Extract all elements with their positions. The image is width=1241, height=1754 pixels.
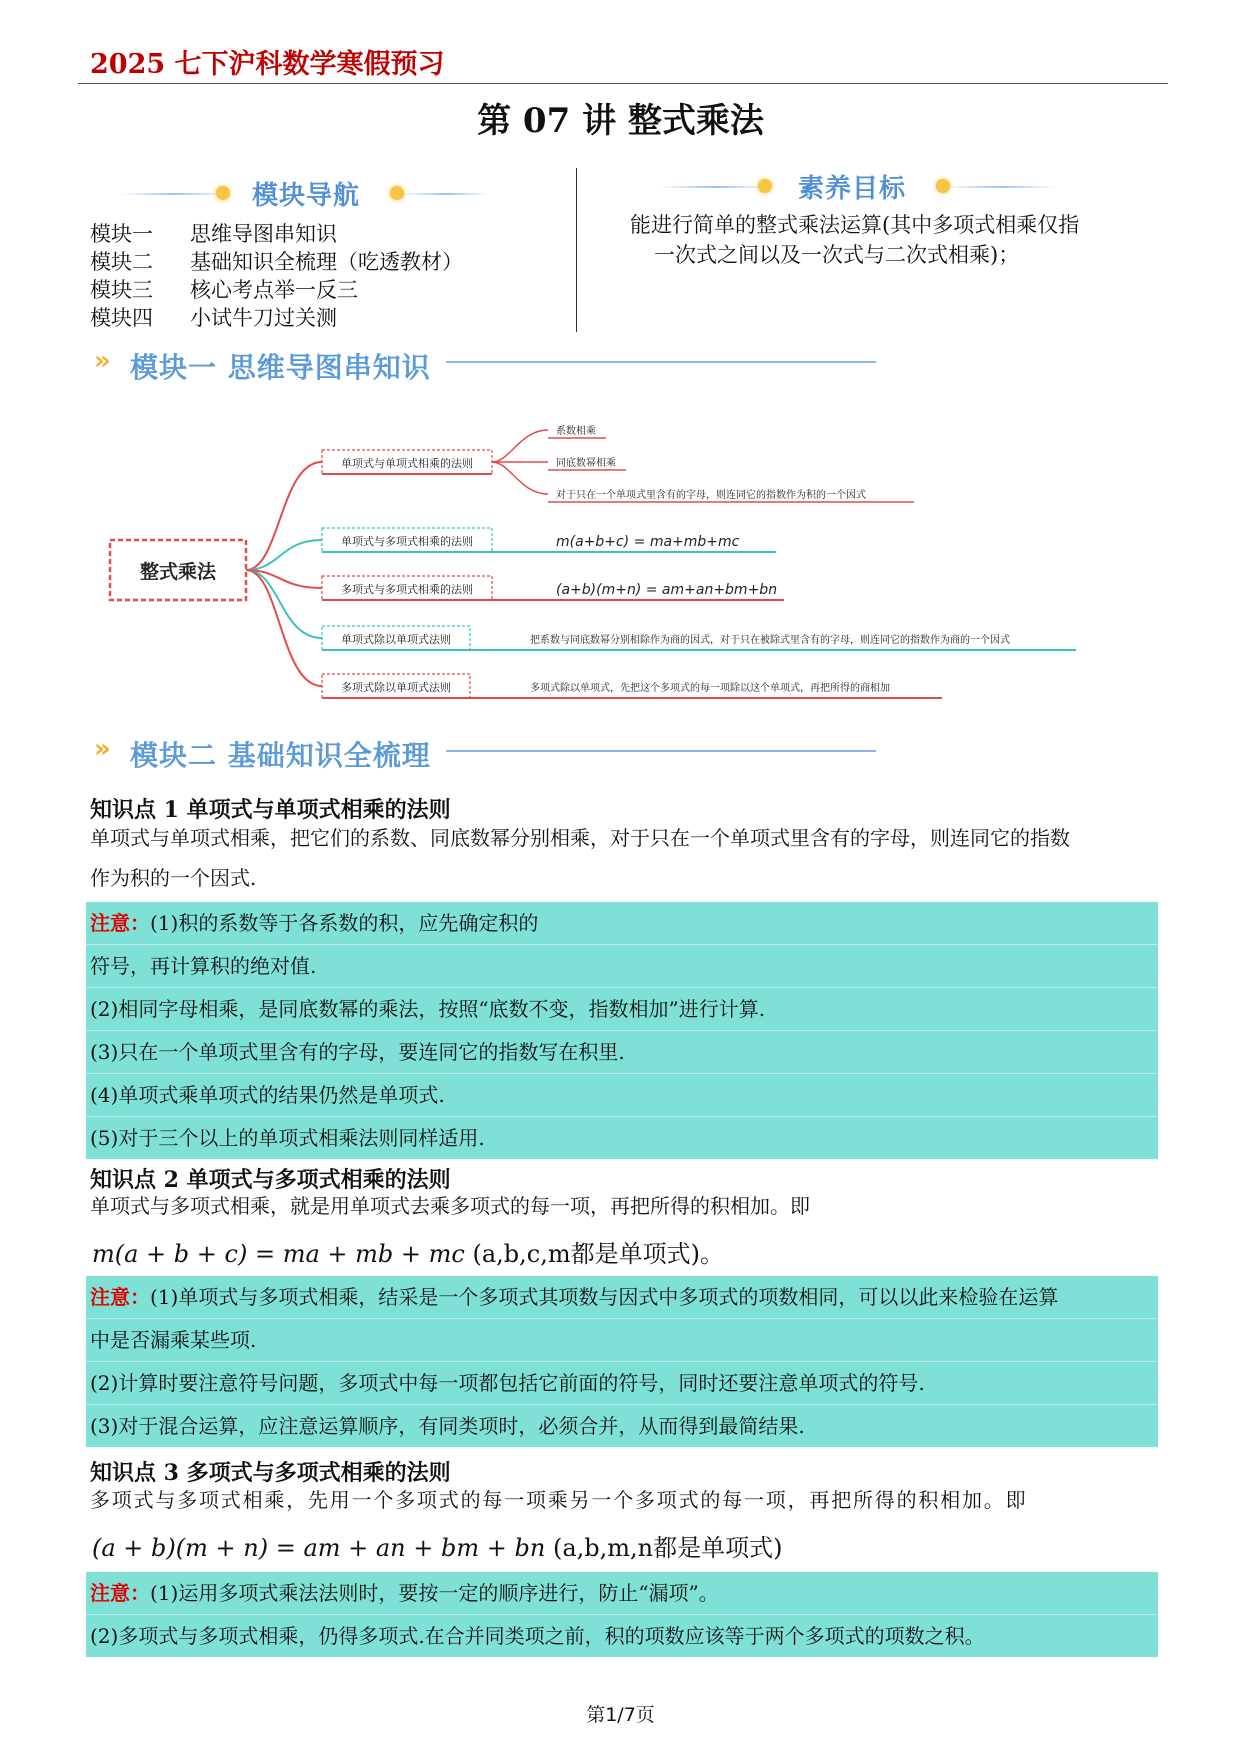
kp3-note-box — [86, 1572, 1158, 1657]
mindmap-leaf-1b: 同底数幂相乘 — [556, 458, 616, 469]
nav-heading-line-left — [120, 193, 230, 195]
kp1-note-row: (2)相同字母相乘，是同底数幂的乘法，按照“底数不变，指数相加”进行计算. — [86, 988, 1158, 1031]
mindmap-leaf-2: m(a+b+c) = ma+mb+mc — [556, 534, 740, 550]
kp1-note-label: 注意： — [90, 911, 150, 935]
kp2-line-1: 单项式与多项式相乘，就是用单项式去乘多项式的每一项，再把所得的积相加。即 — [90, 1194, 810, 1218]
page-number: 第1/7页 — [586, 1704, 655, 1726]
mindmap-leaf-1a: 系数相乘 — [556, 426, 596, 437]
mindmap-root-label: 整式乘法 — [139, 561, 217, 583]
goals-heading-line-left — [660, 186, 770, 188]
module1-heading-rule — [446, 361, 876, 363]
module2-heading-rule — [446, 750, 876, 752]
kp3-formula — [92, 1528, 782, 1563]
mindmap-branch-3-label: 多项式与多项式相乘的法则 — [341, 583, 473, 596]
kp3-title: 知识点 3 多项式与多项式相乘的法则 — [90, 1460, 451, 1486]
mind-map — [0, 400, 1241, 720]
kp3-note-row: (2)多项式与多项式相乘，仍得多项式.在合并同类项之前，积的项数应该等于两个多项式的项数之积。 — [90, 1624, 985, 1648]
mindmap-branch-2-label: 单项式与多项式相乘的法则 — [341, 535, 473, 548]
nav-item-1: 模块一 思维导图串知识 — [90, 222, 337, 246]
kp3-formula-expr: (a + b)(m + n) = am + an + bm + bn — [92, 1534, 546, 1562]
kp3-note-label: 注意： — [90, 1581, 150, 1605]
module2-heading: 模块二 基础知识全梳理 — [130, 739, 431, 772]
kp3-note-row: 注意：(1)运用多项式乘法法则时，要按一定的顺序进行，防止“漏项”。 — [86, 1572, 1158, 1615]
kp1-line-1: 单项式与单项式相乘，把它们的系数、同底数幂分别相乘，对于只在一个单项式里含有的字母，则连同它的指数 — [90, 826, 1070, 850]
kp1-note-box — [86, 902, 1158, 1159]
kp2-title: 知识点 2 单项式与多项式相乘的法则 — [90, 1167, 451, 1193]
nav-item-3: 模块三 核心考点举一反三 — [90, 278, 358, 302]
kp2-formula-expr: m(a + b + c) = ma + mb + mc — [92, 1240, 465, 1268]
goals-text — [630, 210, 1110, 270]
module1-heading: 模块一 思维导图串知识 — [130, 351, 431, 384]
kp1-note-row: (5)对于三个以上的单项式相乘法则同样适用. — [90, 1126, 485, 1150]
kp3-line-1: 多项式与多项式相乘，先用一个多项式的每一项乘另一个多项式的每一项，再把所得的积相加。即 — [90, 1488, 1028, 1512]
kp2-formula-condition: (a,b,c,m都是单项式)。 — [472, 1240, 724, 1268]
goals-heading: 素养目标 — [798, 174, 907, 204]
kp1-note-row: 注意：(1)积的系数等于各系数的积，应先确定积的 — [86, 902, 1158, 945]
kp1-note-row: (3)只在一个单项式里含有的字母，要连同它的指数写在积里. — [86, 1031, 1158, 1074]
nav-heading: 模块导航 — [252, 181, 361, 211]
kp2-formula — [92, 1234, 724, 1269]
module2-arrow-icon: » — [94, 734, 111, 764]
kp2-note-label: 注意： — [90, 1285, 150, 1309]
mindmap-leaf-3: (a+b)(m+n) = am+an+bm+bn — [556, 582, 778, 598]
nav-item-4: 模块四 小试牛刀过关测 — [90, 306, 337, 330]
module1-arrow-icon: » — [94, 346, 111, 376]
document-header-title: 2025 七下沪科数学寒假预习 — [90, 49, 445, 80]
goals-heading-dot-left — [758, 179, 772, 193]
mindmap-branch-4-label: 单项式除以单项式法则 — [341, 633, 451, 646]
mindmap-leaf-1a-link — [492, 430, 548, 462]
kp2-note-row: (2)计算时要注意符号问题，多项式中每一项都包括它前面的符号，同时还要注意单项式的符号. — [86, 1362, 1158, 1405]
lecture-title: 第 07 讲 整式乘法 — [477, 101, 764, 141]
kp1-text — [90, 818, 1160, 898]
kp2-note-row: 中是否漏乘某些项. — [86, 1319, 1158, 1362]
goals-heading-line-right — [946, 186, 1056, 188]
kp1-title: 知识点 1 单项式与单项式相乘的法则 — [90, 797, 451, 823]
mindmap-branch-5-label: 多项式除以单项式法则 — [341, 681, 451, 694]
nav-item-2: 模块二 基础知识全梳理（吃透教材） — [90, 250, 463, 274]
mindmap-branch-1-label: 单项式与单项式相乘的法则 — [341, 457, 473, 470]
kp1-note-row: (4)单项式乘单项式的结果仍然是单项式. — [86, 1074, 1158, 1117]
mindmap-leaf-1c: 对于只在一个单项式里含有的字母，则连同它的指数作为积的一个因式 — [556, 490, 866, 501]
goals-line-1: 能进行简单的整式乘法运算(其中多项式相乘仅指 — [630, 213, 1080, 237]
header-vertical-divider — [576, 168, 577, 332]
mindmap-leaf-4: 把系数与同底数幂分别相除作为商的因式，对于只在被除式里含有的字母，则连同它的指数作为商的一个因式 — [530, 635, 1010, 646]
kp1-note-row: 符号，再计算积的绝对值. — [86, 945, 1158, 988]
kp1-line-2: 作为积的一个因式. — [90, 866, 257, 890]
nav-heading-line-right — [400, 193, 490, 195]
mindmap-leaf-1c-link — [492, 462, 548, 494]
kp2-note-row: (3)对于混合运算，应注意运算顺序，有同类项时，必须合并，从而得到最简结果. — [90, 1414, 805, 1438]
kp3-formula-condition: (a,b,m,n都是单项式) — [552, 1534, 783, 1562]
kp2-note-row: 注意：(1)单项式与多项式相乘，结采是一个多项式其项数与因式中多项式的项数相同，可以以此来检验在运算 — [86, 1276, 1158, 1319]
kp2-note-box — [86, 1276, 1158, 1447]
nav-list — [90, 220, 463, 332]
nav-heading-dot-left — [216, 186, 230, 200]
mindmap-leaf-5: 多项式除以单项式，先把这个多项式的每一项除以这个单项式，再把所得的商相加 — [530, 683, 890, 694]
header-divider — [78, 83, 1168, 84]
goals-line-2: 一次式之间以及一次式与二次式相乘)； — [654, 243, 1020, 267]
